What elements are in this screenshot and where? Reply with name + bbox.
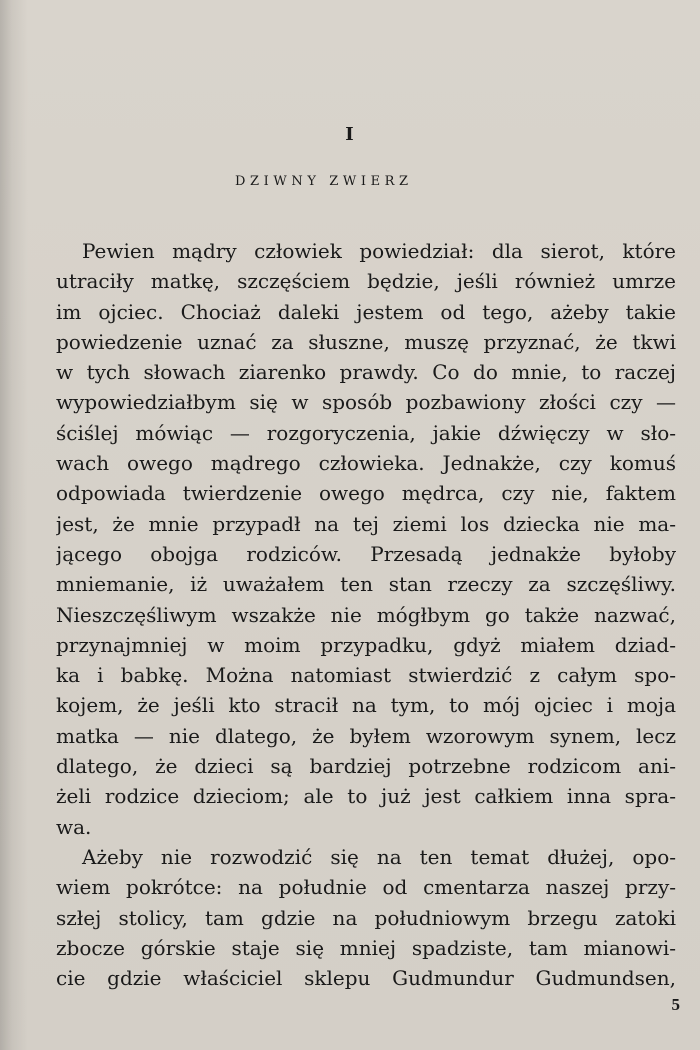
- text-line: wach owego mądrego człowieka. Jednakże, czy komuś: [56, 451, 676, 476]
- text-line: jest, że mnie przypadł na tej ziemi los dziecka nie ma-: [56, 511, 676, 536]
- text-line: wypowiedziałbym się w sposób pozbawiony złości czy —: [56, 390, 676, 415]
- text-line: matka — nie dlatego, że byłem wzorowym synem, lecz: [56, 723, 676, 748]
- text-line: zbocze górskie staje się mniej spadziste, tam mianowi-: [56, 935, 676, 960]
- text-line: szłej stolicy, tam gdzie na południowym brzegu zatoki: [56, 905, 676, 930]
- text-line: Nieszczęśliwym wszakże nie mógłbym go także nazwać,: [56, 602, 676, 627]
- text-line: Ażeby nie rozwodzić się na ten temat dłużej, opo-: [82, 844, 676, 869]
- text-line: przynajmniej w moim przypadku, gdyż miałem dziad-: [56, 632, 676, 657]
- text-line: kojem, że jeśli kto stracił na tym, to mój ojciec i moja: [56, 693, 676, 718]
- text-line: żeli rodzice dzieciom; ale to już jest całkiem inna spra-: [56, 784, 676, 809]
- text-line: jącego obojga rodziców. Przesadą jednakże byłoby: [56, 541, 676, 566]
- text-line: powiedzenie uznać za słuszne, muszę przyznać, że tkwi: [56, 329, 676, 354]
- text-line: utraciły matkę, szczęściem będzie, jeśli również umrze: [56, 269, 676, 294]
- text-line: w tych słowach ziarenko prawdy. Co do mnie, to raczej: [56, 360, 676, 385]
- page-number: 5: [671, 995, 680, 1014]
- text-line: cie gdzie właściciel sklepu Gudmundur Gudmundsen,: [56, 966, 676, 991]
- text-line: Pewien mądry człowiek powiedział: dla sierot, które: [82, 239, 676, 263]
- text-line: odpowiada twierdzenie owego mędrca, czy nie, faktem: [56, 481, 676, 506]
- chapter-number: I: [345, 124, 355, 145]
- text-line: wa.: [56, 814, 92, 839]
- text-line: ka i babkę. Można natomiast stwierdzić z całym spo-: [56, 663, 676, 688]
- text-line: dlatego, że dzieci są bardziej potrzebne rodzicom ani-: [56, 754, 676, 779]
- chapter-title: DZIWNY ZWIERZ: [235, 174, 413, 189]
- text-line: wiem pokrótce: na południe od cmentarza naszej przy-: [56, 875, 676, 900]
- body-text: [56, 236, 676, 993]
- text-line: ściślej mówiąc — rozgoryczenia, jakie dźwięczy w sło-: [56, 420, 676, 445]
- text-line: im ojciec. Chociaż daleki jestem od tego, ażeby takie: [56, 299, 676, 324]
- text-line: mniemanie, iż uważałem ten stan rzeczy za szczęśliwy.: [56, 572, 676, 597]
